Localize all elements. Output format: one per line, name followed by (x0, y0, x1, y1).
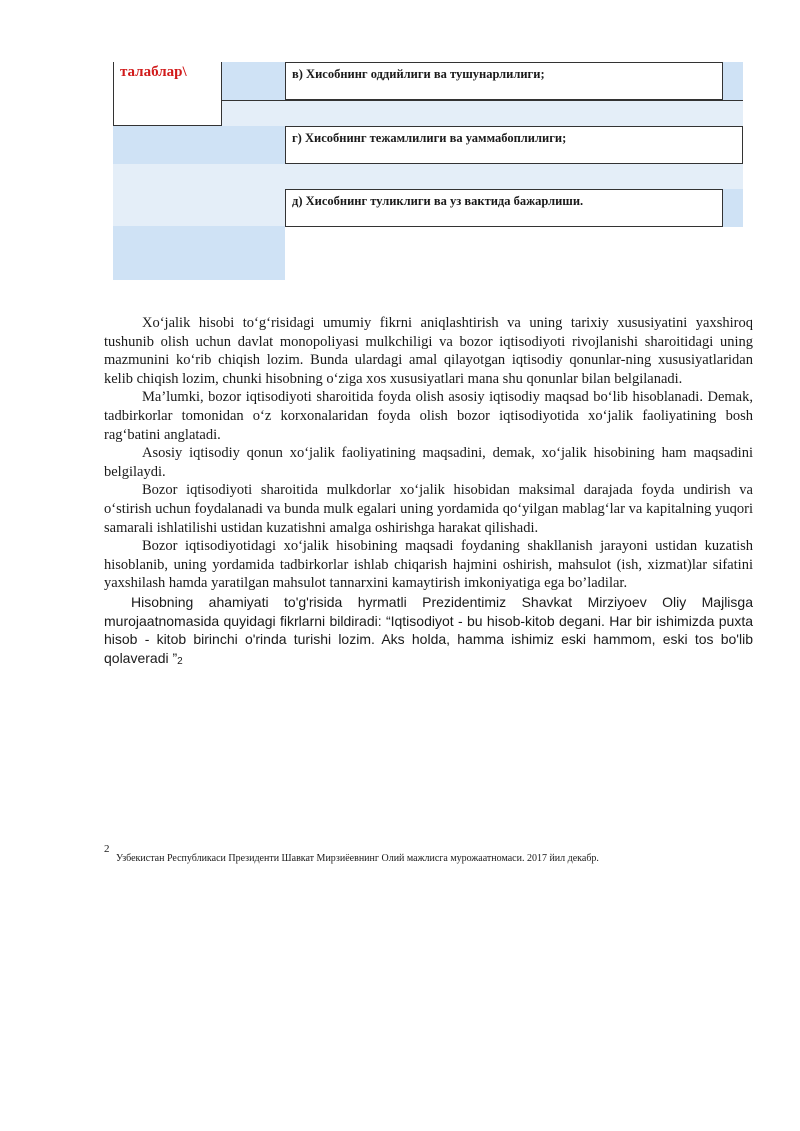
option-text: г) Хисобнинг тежамлилиги ва уаммабоплилиги; (292, 131, 567, 145)
quote-text: Hisobning ahamiyati to'g'risida hyrmatli Prezidentimiz Shavkat Mirziyoev Oliy Majlisga murojaatnomasida quyidagi fikrlarni bildiradi: “Iqtisodiyot - bu hisob-kitob degani. Har bir ishimizda puxta hisob - kitob birinchi o'rinda turishi lozim. Aks holda, hamma ishimiz eski hammom, eski tos bo'lib qolaveradi ” (104, 593, 753, 666)
table-line (221, 62, 222, 126)
footnote-reference[interactable]: 2 (177, 655, 183, 667)
table-shade (113, 126, 285, 164)
table-shade (113, 226, 285, 280)
table-shade (285, 164, 743, 190)
table-shade (221, 100, 743, 126)
option-text: д) Хисобнинг туликлиги ва уз вактида бажарлиши. (292, 194, 584, 208)
table-left-label-cell (113, 62, 221, 126)
table-shade (722, 189, 743, 227)
paragraph: Bozor iqtisodiyotidagi xo‘jalik hisobining maqsadi foydaning shakllanish jarayoni ustidan kuzatish hisoblanib, uning yordamida tadbirkorlar ishlab chiqarish hajmini oshirish, mahsulot (ish, xizmat)lar sifatini yaxshilash hamda yaratilgan mahsulot tannarxini kamaytirish imkoniyatiga ega bo’ladilar. (104, 538, 753, 592)
requirements-label: талаблар\ (120, 64, 187, 80)
body-text (104, 314, 753, 671)
table-shade (221, 62, 285, 100)
footnote-text: Узбекистан Республикаси Президенти Шавкат Мирзиёевнинг Олий мажлисга мурожаатномаси. 2017 йил декабр. (116, 853, 599, 864)
paragraph: Xo‘jalik hisobi to‘g‘risidagi umumiy fikrni aniqlashtirish va uning tarixiy xususiyatini yaxshiroq tushunib olish uchun davlat monopoliyasi mulkchiligi va bozor iqtisodiyoti rivojlanishi sharoitidagi uning mazmunini ko‘rib chiqish lozim. Bunda ulardagi amal qilayotgan iqtisodiy qonunlar-ning xususiyatlaridan kelib chiqish lozim, chunki hisobning o‘ziga xos xususiyatlari mana shu qonunlar bilan belgilanadi. (104, 315, 753, 387)
table-shade (113, 164, 285, 226)
requirements-table (0, 0, 800, 290)
paragraph: Asosiy iqtisodiy qonun xo‘jalik faoliyatining maqsadini, demak, xo‘jalik hisobining ham maqsadini belgilaydi. (104, 445, 753, 480)
option-text: в) Хисобнинг оддийлиги ва тушунарлилиги; (292, 67, 545, 81)
table-option-d (285, 189, 723, 227)
table-line (221, 100, 743, 101)
table-shade (722, 62, 743, 100)
table-option-v (285, 62, 723, 100)
paragraph: Ma’lumki, bozor iqtisodiyoti sharoitida foyda olish asosiy iqtisodiy maqsad bo‘lib hisoblanadi. Demak, tadbirkorlar tomonidan o‘z korxonalaridan foyda olish bozor iqtisodiyotida xo‘jalik faoliyatining bosh rag‘batini anglatadi. (104, 389, 753, 443)
quote-paragraph (104, 593, 753, 671)
paragraph: Bozor iqtisodiyoti sharoitida mulkdorlar xo‘jalik hisobidan maksimal darajada foyda undirish va o‘stirish uchun foydalanadi va bunda mulk egalari uning yordamida qo‘yilgan mablag‘lar va kapitalning yuqori samarali ishlatilishi ustidan kuzatishni amalga oshirishga harakat qilishadi. (104, 482, 753, 536)
footnote-number: 2 (104, 843, 110, 855)
table-option-g (285, 126, 743, 164)
